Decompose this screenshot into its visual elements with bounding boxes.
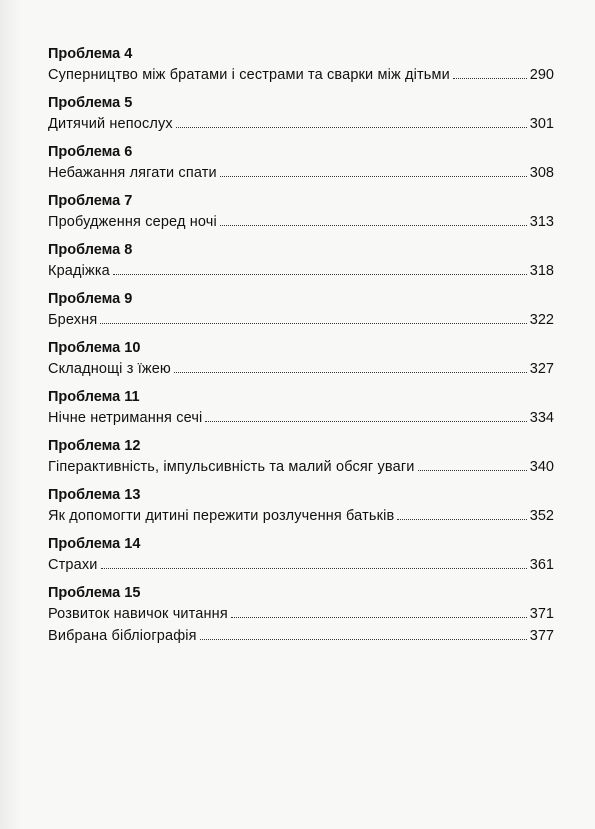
dot-leader: [397, 519, 527, 520]
toc-heading: Проблема 5: [48, 95, 133, 111]
toc-line: [48, 626, 554, 646]
toc-entry: [48, 93, 554, 134]
toc-title: Суперництво між братами і сестрами та сварки між дітьми: [48, 67, 450, 83]
toc-title: Пробудження серед ночі: [48, 214, 217, 230]
toc-entry: [48, 534, 554, 575]
dot-leader: [100, 323, 526, 324]
toc-entry: [48, 191, 554, 232]
dot-leader: [220, 225, 527, 226]
toc-entry: [48, 387, 554, 428]
toc-title: Розвиток навичок читання: [48, 606, 228, 622]
toc-heading: Проблема 12: [48, 438, 141, 454]
toc-line: [48, 604, 554, 624]
toc-title: Страхи: [48, 557, 98, 573]
toc-title: Дитячий непослух: [48, 116, 173, 132]
dot-leader: [113, 274, 527, 275]
dot-leader: [101, 568, 527, 569]
toc-entry: [48, 583, 554, 624]
toc-line: [48, 212, 554, 232]
toc-title: Крадіжка: [48, 263, 110, 279]
dot-leader: [176, 127, 527, 128]
toc-heading: Проблема 7: [48, 193, 133, 209]
dot-leader: [418, 470, 527, 471]
toc-page-number: 313: [529, 214, 554, 230]
toc-title: Складнощі з їжею: [48, 361, 171, 377]
toc-page-number: 318: [529, 263, 554, 279]
dot-leader: [200, 639, 527, 640]
toc-heading: Проблема 13: [48, 487, 141, 503]
toc-heading: Проблема 11: [48, 389, 140, 405]
bibliography-entry: [48, 626, 554, 646]
toc-line: [48, 163, 554, 183]
toc-line: [48, 114, 554, 134]
toc-line: [48, 408, 554, 428]
toc-line: [48, 65, 554, 85]
toc-page-number: 308: [529, 165, 554, 181]
toc-heading: Проблема 14: [48, 536, 141, 552]
toc-title: Гіперактивність, імпульсивність та малий обсяг уваги: [48, 459, 415, 475]
toc-page-number: 290: [529, 67, 554, 83]
toc-heading: Проблема 6: [48, 144, 133, 160]
toc-heading: Проблема 9: [48, 291, 133, 307]
toc-heading: Проблема 4: [48, 46, 133, 62]
toc-title: Брехня: [48, 312, 98, 328]
dot-leader: [231, 617, 527, 618]
toc-entry: [48, 485, 554, 526]
toc-line: [48, 555, 554, 575]
toc-entry: [48, 289, 554, 330]
dot-leader: [205, 421, 526, 422]
table-of-contents: [48, 44, 554, 632]
bibliography-title: Вибрана бібліографія: [48, 628, 197, 644]
dot-leader: [453, 78, 527, 79]
toc-line: [48, 310, 554, 330]
toc-entry: [48, 44, 554, 85]
toc-heading: Проблема 15: [48, 585, 141, 601]
toc-title: Як допомогти дитині пережити розлучення батьків: [48, 508, 395, 524]
toc-page-number: 361: [529, 557, 554, 573]
toc-entry: [48, 436, 554, 477]
toc-title: Небажання лягати спати: [48, 165, 217, 181]
toc-page-number: 371: [529, 606, 554, 622]
toc-entry: [48, 338, 554, 379]
toc-title: Нічне нетримання сечі: [48, 410, 203, 426]
toc-heading: Проблема 8: [48, 242, 133, 258]
toc-page-number: 322: [529, 312, 554, 328]
toc-page-number: 352: [529, 508, 554, 524]
toc-line: [48, 506, 554, 526]
bibliography-page-number: 377: [529, 628, 554, 644]
toc-entry: [48, 142, 554, 183]
dot-leader: [220, 176, 527, 177]
toc-line: [48, 261, 554, 281]
toc-entry: [48, 240, 554, 281]
toc-page-number: 334: [529, 410, 554, 426]
toc-page-number: 340: [529, 459, 554, 475]
toc-line: [48, 457, 554, 477]
toc-line: [48, 359, 554, 379]
toc-page-number: 327: [529, 361, 554, 377]
toc-heading: Проблема 10: [48, 340, 141, 356]
toc-page-number: 301: [529, 116, 554, 132]
dot-leader: [174, 372, 527, 373]
